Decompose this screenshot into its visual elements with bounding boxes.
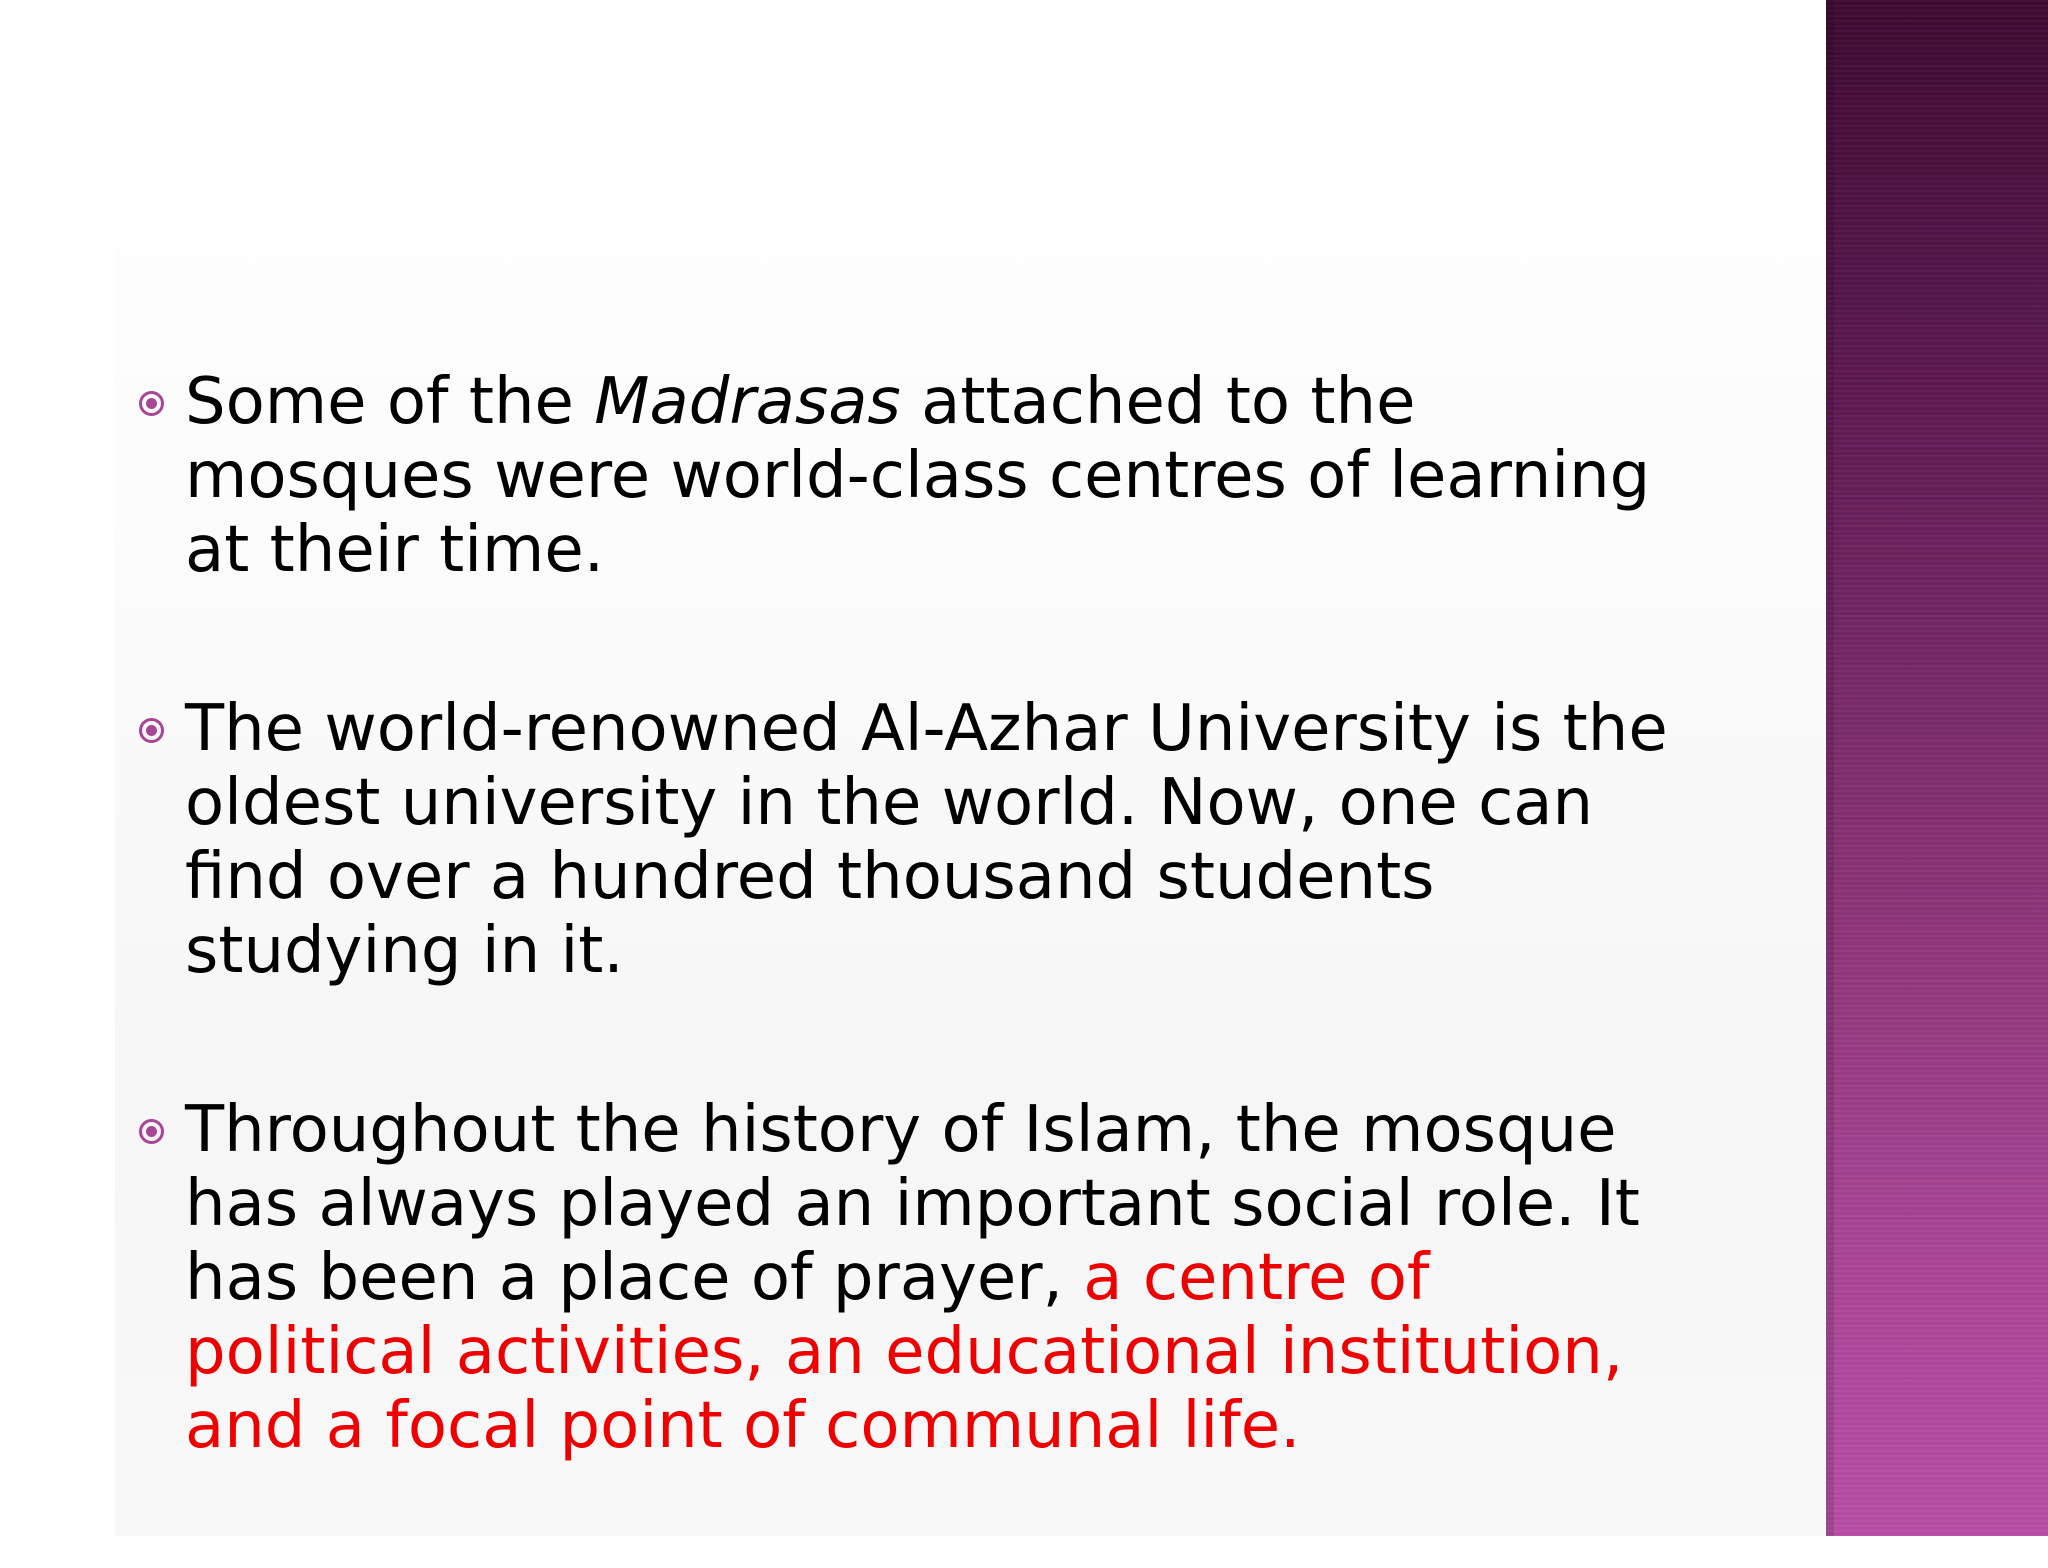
bullet-item-al-azhar	[130, 692, 1700, 988]
bullet-text: The world-renowned Al-Azhar University is the oldest university in the world. Now, one can find over a hundred thousand students studying in it.	[185, 692, 1668, 988]
circled-dot-icon	[139, 1119, 164, 1144]
bullet-text: attached to the mosques were world-class centres of learning at their time.	[185, 365, 1651, 587]
bullet-item-madrasas	[130, 365, 1700, 587]
circled-dot-icon	[139, 391, 164, 416]
bullet-emphasis: Madrasas	[594, 365, 901, 439]
bullet-item-social-role	[130, 1093, 1700, 1463]
bullet-text: Throughout the history of Islam, the mosque has always played an important social role. It has been a place of prayer,	[185, 1093, 1640, 1315]
bullet-highlight: a centre of political activities, an educational institution, and a focal point of communal life.	[185, 1241, 1624, 1463]
bullet-list	[130, 365, 1700, 1568]
decorative-side-bar	[1826, 0, 2048, 1536]
bullet-text: Some of the	[185, 365, 595, 439]
circled-dot-icon	[139, 718, 164, 743]
